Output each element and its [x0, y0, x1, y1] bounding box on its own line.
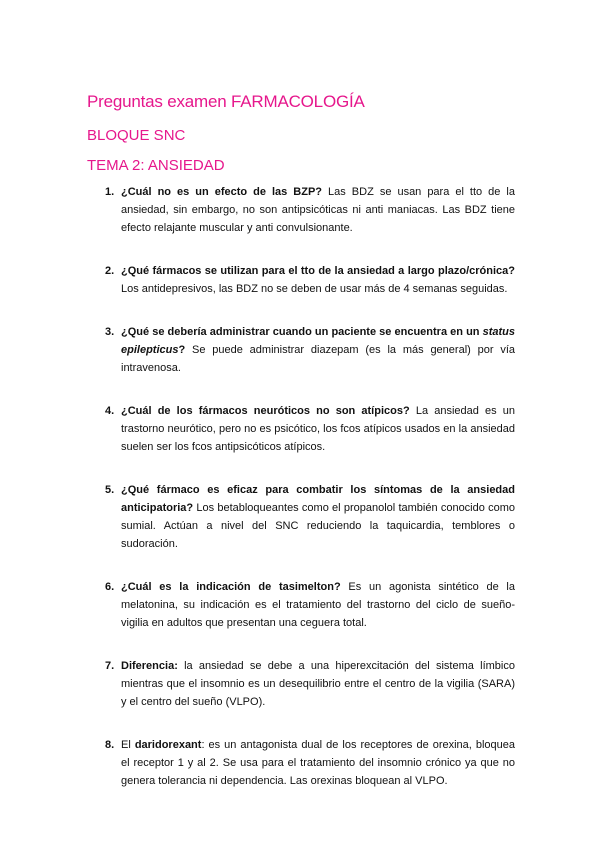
- question-number: 5.: [105, 484, 115, 496]
- question-number: 6.: [105, 581, 115, 593]
- answer-text: Se puede administrar diazepam (es la más general) por vía intravenosa.: [121, 344, 515, 374]
- question-text: ¿Cuál de los fármacos neuróticos no son atípicos?: [121, 405, 410, 417]
- answer-text: Es un agonista sintético de la melatonina, su indicación es el tratamiento del trastorno del ciclo de sueño-vigilia en adultos que presentan una ceguera total.: [121, 581, 515, 629]
- answer-text: Los betabloqueantes como el propanolol también conocido como sumial. Actúan a nivel del SNC reduciendo la taquicardia, temblores o sudoración.: [121, 502, 515, 550]
- question-list: [100, 183, 515, 815]
- question-item-7: [100, 657, 515, 711]
- answer-text: Los antidepresivos, las BDZ no se deben de usar más de 4 semanas seguidas.: [121, 283, 508, 295]
- question-item-3: [100, 323, 515, 377]
- question-text: Diferencia:: [121, 660, 178, 672]
- answer-text: Las BDZ se usan para el tto de la ansiedad, sin embargo, no son antipsicóticas ni anti maniacas. Las BDZ tiene efecto relajante muscular y anti convulsionante.: [121, 186, 515, 234]
- question-item-8: [100, 736, 515, 790]
- document-title: Preguntas examen FARMACOLOGÍA: [87, 92, 365, 111]
- question-number: 7.: [105, 660, 115, 672]
- question-item-2: [100, 262, 515, 298]
- question-italic-text: status epilepticus: [121, 326, 515, 356]
- question-number: 8.: [105, 739, 115, 751]
- question-text: ¿Cuál no es un efecto de las BZP?: [121, 186, 323, 198]
- block-heading: BLOQUE SNC: [87, 127, 186, 144]
- question-item-6: [100, 578, 515, 632]
- question-text: ¿Qué se debería administrar cuando un paciente se encuentra en un: [121, 326, 483, 338]
- question-text: ¿Cuál es la indicación de tasimelton?: [121, 581, 341, 593]
- question-number: 2.: [105, 265, 115, 277]
- topic-heading: TEMA 2: ANSIEDAD: [87, 157, 225, 174]
- question-number: 4.: [105, 405, 115, 417]
- question-number: 1.: [105, 186, 115, 198]
- question-text: daridorexant: [134, 739, 202, 751]
- answer-text: : es un antagonista dual de los receptores de orexina, bloquea el receptor 1 y al 2. Se usa para el tratamiento del insomnio crónico ya que no genera tolerancia ni dependencia. Las orexinas bloquean al VLPO.: [121, 739, 516, 787]
- question-item-5: [100, 481, 515, 553]
- answer-text: la ansiedad se debe a una hiperexcitación del sistema límbico mientras que el insomnio es un desequilibrio entre el centro de la vigilia (SARA) y el centro del sueño (VLPO).: [121, 660, 515, 708]
- answer-text: La ansiedad es un trastorno neurótico, pero no es psicótico, los fcos atípicos usados en la ansiedad suelen ser los fcos antipsicóticos atípicos.: [121, 405, 516, 453]
- question-text: ¿Qué fármacos se utilizan para el tto de la ansiedad a largo plazo/crónica?: [121, 265, 515, 277]
- question-text: ¿Qué fármaco es eficaz para combatir los síntomas de la ansiedad anticipatoria?: [121, 484, 515, 514]
- question-item-4: [100, 402, 515, 456]
- question-number: 3.: [105, 326, 115, 338]
- question-item-1: [100, 183, 515, 237]
- question-prefix: El: [121, 739, 135, 751]
- question-end: ?: [178, 344, 186, 356]
